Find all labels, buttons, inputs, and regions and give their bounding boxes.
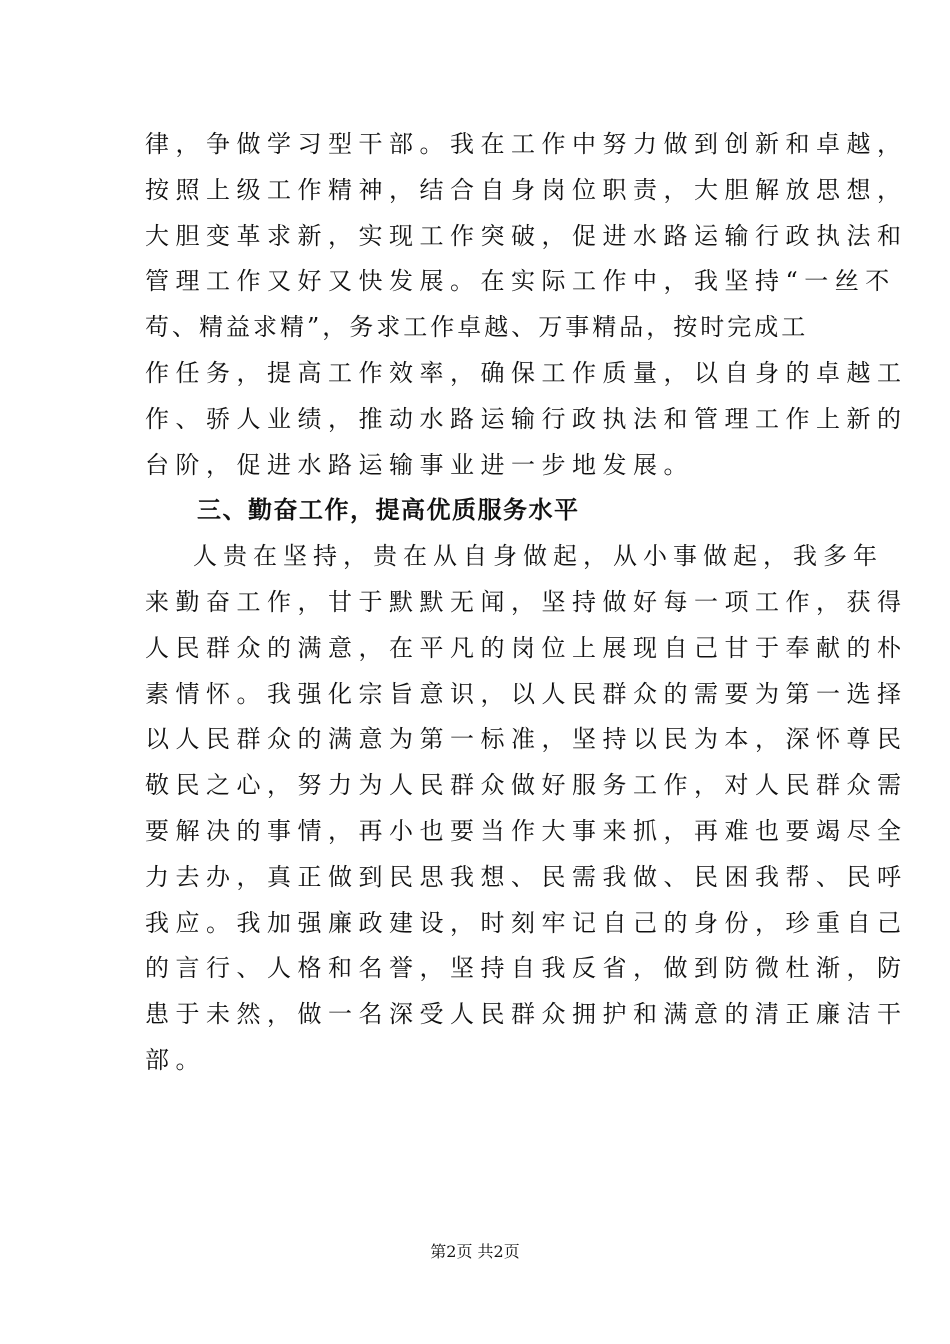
section-heading: 三、勤奋工作，提高优质服务水平 — [197, 496, 580, 525]
body-line: 律，争做学习型干部。我在工作中努力做到创新和卓越， — [145, 130, 908, 158]
document-body — [145, 122, 908, 1084]
body-line: 人民群众的满意，在平凡的岗位上展现自己甘于奉献的朴 — [145, 633, 908, 662]
page-number: 第2页 共2页 — [430, 1242, 520, 1261]
body-line: 素情怀。我强化宗旨意识，以人民群众的需要为第一选择 — [145, 679, 908, 708]
body-line: 来勤奋工作，甘于默默无闻，坚持做好每一项工作，获得 — [145, 587, 908, 616]
body-line: 的言行、人格和名誉，坚持自我反省，做到防微杜渐，防 — [145, 954, 908, 983]
body-line: 作任务，提高工作效率，确保工作质量，以自身的卓越工 — [145, 358, 908, 387]
body-line: 按照上级工作精神，结合自身岗位职责，大胆解放思想， — [145, 175, 908, 204]
body-line: 大胆变革求新，实现工作突破，促进水路运输行政执法和 — [145, 221, 908, 250]
body-line: 敬民之心，努力为人民群众做好服务工作，对人民群众需 — [145, 771, 908, 800]
body-line: 以人民群众的满意为第一标准，坚持以民为本，深怀尊民 — [145, 725, 908, 754]
body-line: 人贵在坚持，贵在从自身做起，从小事做起，我多年 — [193, 542, 883, 571]
body-line: 力去办，真正做到民思我想、民需我做、民困我帮、民呼 — [145, 862, 908, 891]
body-line: 部。 — [145, 1045, 206, 1074]
body-line: 苟、精益求精”，务求工作卓越、万事精品，按时完成工 — [145, 313, 809, 342]
body-line: 台阶，促进水路运输事业进一步地发展。 — [145, 450, 694, 479]
body-line: 作、骄人业绩，推动水路运输行政执法和管理工作上新的 — [145, 404, 908, 433]
body-line: 要解决的事情，再小也要当作大事来抓，再难也要竭尽全 — [145, 816, 908, 845]
body-line: 管理工作又好又快发展。在实际工作中，我坚持“一丝不 — [145, 267, 896, 296]
page-footer — [0, 1240, 950, 1264]
body-line: 患于未然，做一名深受人民群众拥护和满意的清正廉洁干 — [145, 1000, 908, 1029]
body-line: 我应。我加强廉政建设，时刻牢记自己的身份，珍重自己 — [145, 908, 908, 937]
